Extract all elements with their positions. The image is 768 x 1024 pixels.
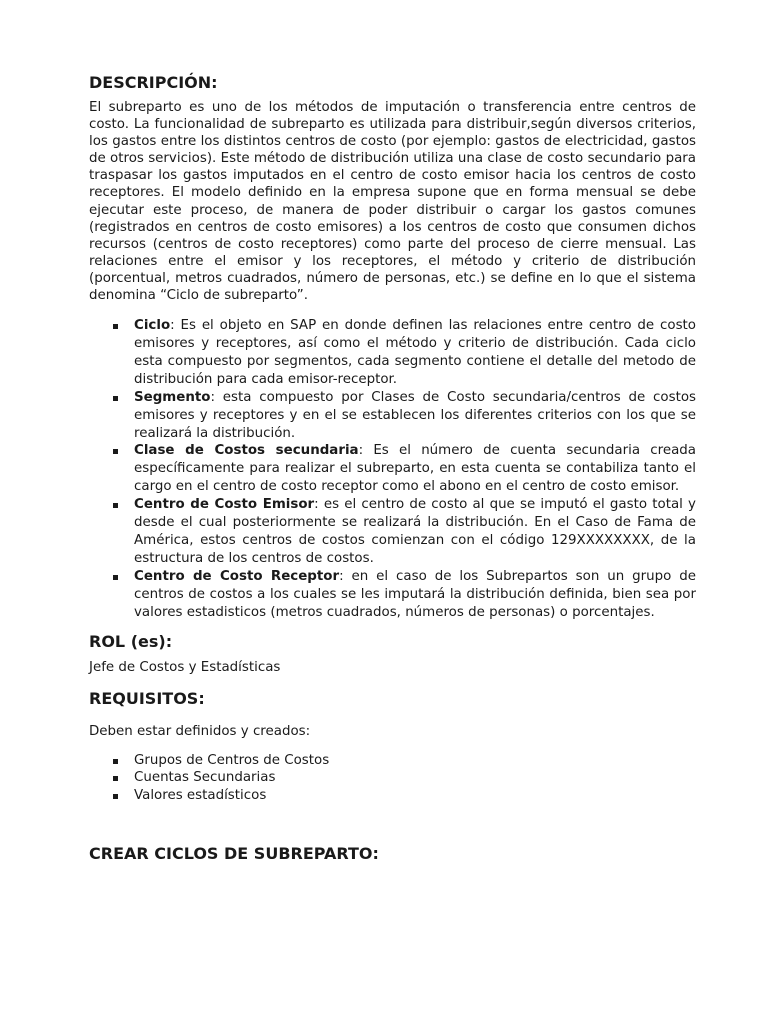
- definition-item-segmento: [89, 389, 696, 443]
- definition-item-receptor: [89, 568, 696, 622]
- definition-item-clase-costos: [89, 442, 696, 496]
- definition-term: Segmento: [134, 389, 211, 405]
- rol-heading: ROL (es):: [89, 631, 173, 651]
- list-item: Cuentas Secundarias: [89, 769, 696, 787]
- descripcion-heading: DESCRIPCIÓN:: [89, 73, 218, 92]
- definition-item-emisor: [89, 496, 696, 568]
- document-page: [89, 72, 696, 865]
- list-item: Grupos de Centros de Costos: [89, 752, 696, 770]
- crear-ciclos-heading: CREAR CICLOS DE SUBREPARTO:: [89, 844, 379, 864]
- definition-text: : esta compuesto por Clases de Costo secundaria/centros de costos emisores y receptores y en el se establecen los diferentes criterios con los que se realizará la distribución.: [134, 389, 696, 441]
- definition-term: Ciclo: [134, 318, 171, 334]
- definition-term: Centro de Costo Emisor: [134, 497, 315, 513]
- rol-text: Jefe de Costos y Estadísticas: [89, 659, 281, 675]
- descripcion-paragraph: El subreparto es uno de los métodos de imputación o transferencia entre centros de costo. La funcionalidad de subreparto es utilizada para distribuir,según diversos criterios, los gastos entre los distintos centros de costo (por ejemplo: gastos de electricidad, gastos de otros servicios). Este método de distribución utiliza una clase de costo secundario para traspasar los gastos imputados en el centro de costo emisor hacia los centros de costo receptores. El modelo definido en la empresa supone que en forma mensual se debe ejecutar este proceso, de manera de poder distribuir o cargar los gastos comunes (registrados en centros de costo emisores) a los centros de costo que consumen dichos recursos (centros de costo receptores) como parte del proceso de cierre mensual. Las relaciones entre el emisor y los receptores, el método y criterio de distribución (porcentual, metros cuadrados, número de personas, etc.) se define en lo que el sistema denomina “Ciclo de subreparto”.: [89, 100, 696, 304]
- definitions-list: [89, 317, 696, 621]
- requisitos-intro: Deben estar definidos y creados:: [89, 723, 311, 739]
- requisitos-list: [89, 752, 696, 806]
- list-item: Valores estadísticos: [89, 787, 696, 805]
- definition-term: Centro de Costo Receptor: [134, 568, 340, 584]
- requisitos-heading: REQUISITOS:: [89, 688, 205, 708]
- definition-text: : Es el objeto en SAP en donde definen las relaciones entre centro de costo emisores y receptores, así como el método y criterio de distribución. Cada ciclo esta compuesto por segmentos, cada segmento contiene el detalle del metodo de distribución para cada emisor-receptor.: [134, 318, 696, 387]
- definition-item-ciclo: [89, 317, 696, 389]
- definition-term: Clase de Costos secundaria: [134, 443, 359, 459]
- definition-text: : Es el número de cuenta secundaria creada específicamente para realizar el subreparto, en esta cuenta se contabiliza tanto el cargo en el centro de costo receptor como el abono en el centro de costo emisor.: [134, 443, 696, 495]
- definition-text: : es el centro de costo al que se imputó el gasto total y desde el cual posteriormente se realizará la distribución. En el Caso de Fama de América, estos centros de costos comienzan con el código 129XXXXXXXX, de la estructura de los centros de costos.: [134, 497, 696, 566]
- definition-text: : en el caso de los Subrepartos son un grupo de centros de costos a los cuales se les imputará la distribución definida, bien sea por valores estadisticos (metros cuadrados, números de personas) o porcentajes.: [134, 568, 696, 620]
